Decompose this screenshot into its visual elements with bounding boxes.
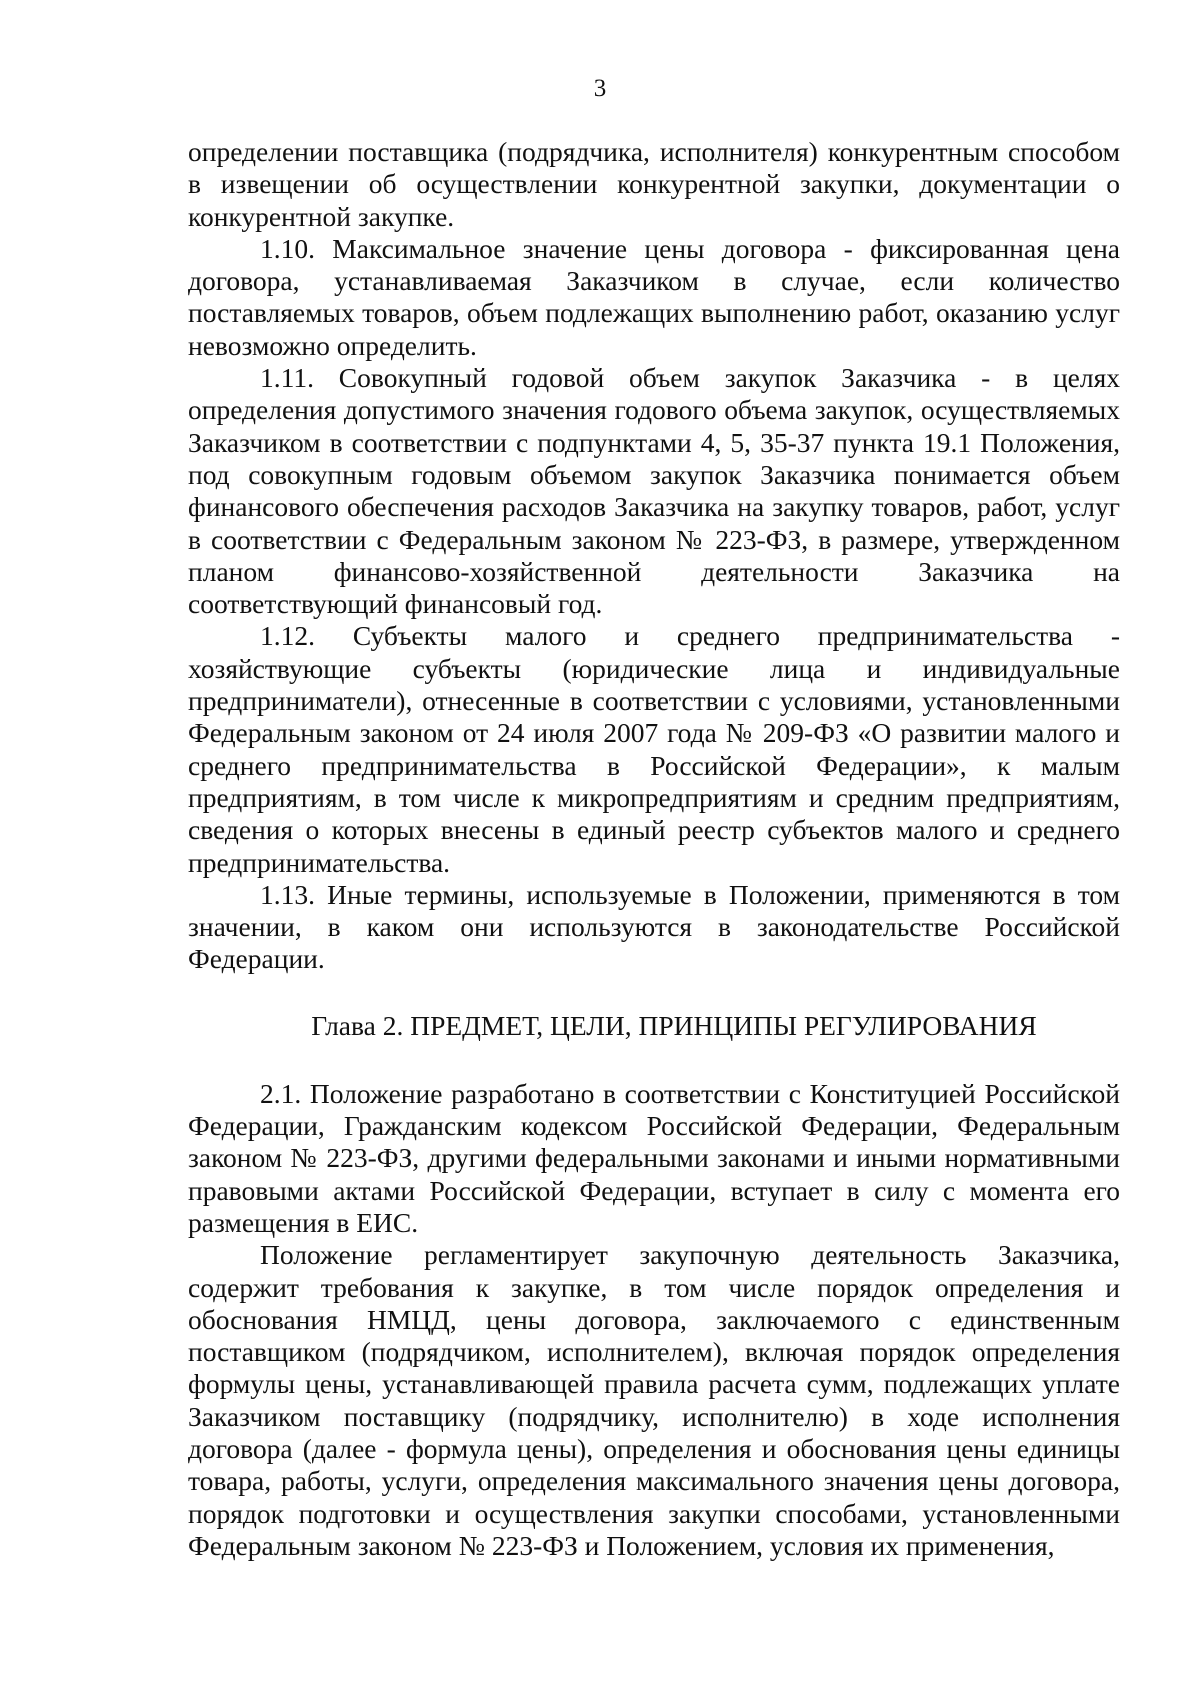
document-body [188, 136, 1120, 1562]
paragraph-1-13: 1.13. Иные термины, используемые в Положении, применяются в том значении, в каком они используются в законодательстве Российской Федерации. [188, 878, 1120, 975]
page-number: 3 [593, 75, 607, 102]
paragraph-continuation: определении поставщика (подрядчика, исполнителя) конкурентным способом в извещении об осуществлении конкурентной закупки, документации о конкурентной закупке. [188, 136, 1120, 232]
paragraph-1-10: 1.10. Максимальное значение цены договора - фиксированная цена договора, устанавливаемая Заказчиком в случае, если количество поставляемых товаров, объем подлежащих выполнению работ, оказанию услуг невозможно определить. [188, 232, 1120, 361]
paragraph-1-11: 1.11. Совокупный годовой объем закупок Заказчика - в целях определения допустимого значения годового объема закупок, осуществляемых Заказчиком в соответствии с подпунктами 4, 5, 35-37 пункта 19.1 Положения, под совокупным годовым объемом закупок Заказчика понимается объем финансового обеспечения расходов Заказчика на закупку товаров, работ, услуг в соответствии с Федеральным законом № 223-ФЗ, в размере, утвержденном планом финансово-хозяйственной деятельности Заказчика на соответствующий финансовый год. [188, 362, 1120, 620]
chapter-heading: Глава 2. ПРЕДМЕТ, ЦЕЛИ, ПРИНЦИПЫ РЕГУЛИРОВАНИЯ [311, 1009, 1037, 1041]
paragraph-2-1: 2.1. Положение разработано в соответствии с Конституцией Российской Федерации, Гражданским кодексом Российской Федерации, Федеральным законом № 223-ФЗ, другими федеральными законами и иными нормативными правовыми актами Российской Федерации, вступает в силу с момента его размещения в ЕИС. [188, 1077, 1120, 1238]
paragraph-1-12: 1.12. Субъекты малого и среднего предпринимательства - хозяйствующие субъекты (юридические лица и индивидуальные предприниматели), отнесенные в соответствии с условиями, установленными Федеральным законом от 24 июля 2007 года № 209-ФЗ «О развитии малого и среднего предпринимательства в Российской Федерации», к малым предприятиям, в том числе к микропредприятиям и средним предприятиям, сведения о которых внесены в единый реестр субъектов малого и среднего предпринимательства. [188, 620, 1120, 878]
paragraph-regulation-scope: Положение регламентирует закупочную деятельность Заказчика, содержит требования к закупке, в том числе порядок определения и обоснования НМЦД, цены договора, заключаемого с единственным поставщиком (подрядчиком, исполнителем), включая порядок определения формулы цены, устанавливающей правила расчета сумм, подлежащих уплате Заказчиком поставщику (подрядчику, исполнителю) в ходе исполнения договора (далее - формула цены), определения и обоснования цены единицы товара, работы, услуги, определения максимального значения цены договора, порядок подготовки и осуществления закупки способами, установленными Федеральным законом № 223-ФЗ и Положением, условия их применения, [188, 1239, 1120, 1561]
